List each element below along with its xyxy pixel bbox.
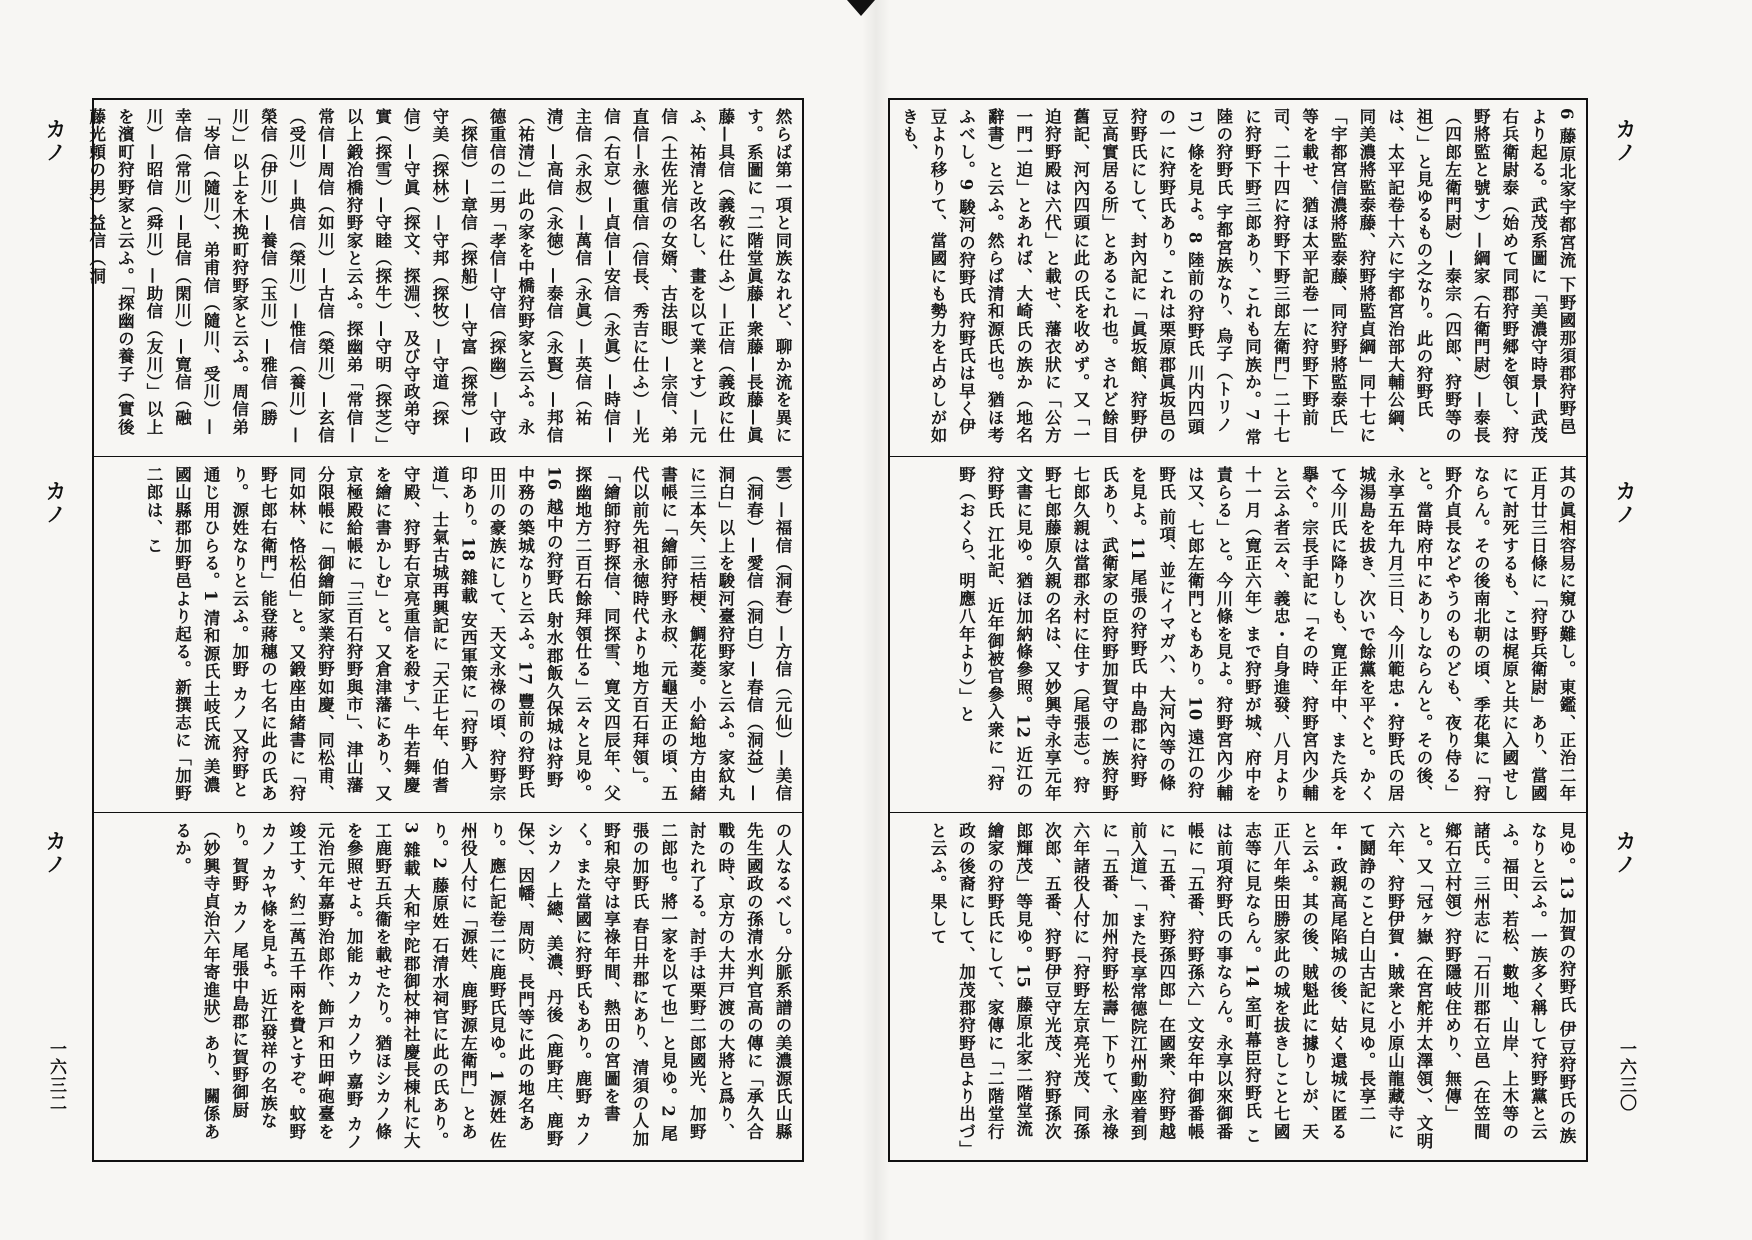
- right-middle-text: 其の眞相容易に窺ひ難し。東鑑、正治二年正月廿三日條に「狩野兵衛尉」あり、當國にて討死するも、こは梶原と共に入國せしならん。その後南北朝の頃、季花集に「狩野介貞長などやうのものども、夜り侍る」と。當時府中にありしならんと。その後、永享五年九月三日、今川範忠・狩野氏の居城湯島を拔き、次いで餘黨を平ぐと。かくて今川氏に降りしも、寛正年中、また兵を擧ぐ。宗長手記に「その時、狩野宮內少輔と云ふ者云々、義忠・自身進發、八月より十一月（寛正六年）まで狩野が城、府中を責らる」と。今川條を見よ。狩野宮內少輔は又、七郎左衛門ともあり。10 遠江の狩野氏 前項、並にイマガハ、大河內等の條を見よ。11 尾張の狩野氏 中島郡に狩野氏あり、武衛家の臣狩野加賀守の一族狩野七郎久親は當郡永村に住す（尾張志）。狩野七郎藤原久親の名は、又妙興寺永享元年文書に見ゆ。猶ほ加納條參照。12 近江の狩野氏 江北記、近年御被官參入衆に「狩野（おくら、明應八年より）」と: [956, 466, 1576, 803]
- page-number: 一六三二: [46, 1040, 66, 1112]
- running-head-top: カノ: [1613, 118, 1637, 164]
- right-lower-tier: [890, 814, 1586, 1160]
- running-head-bottom: カノ: [1613, 830, 1637, 876]
- right-upper-text: 6 藤原北家宇都宮流 下野國那須郡狩野邑より起る。武茂系圖に「美濃守時景—武茂右兵衛尉泰（始めて同郡狩野郷を領し、狩野將監と號す）—綱家（右衛門尉）—泰長（四郎左衛門尉）—泰宗（四郎、狩野等の祖）」と見ゆるもの之なり。此の狩野氏は、太平記卷十六に宇都宮治部大輔公綱、同美濃將監泰藤、狩野將監貞綱」同十七に「宇都宮信濃將監泰藤、同狩野將監泰氏」等を載せ、猶ほ太平記卷一に狩野下野前司、二十四に狩野下野三郎左衛門」二十七に狩野下野三郎あり、これも同族か。7 常陸の狩野氏 宇都宮族なり、烏子（トリノコ）條を見よ。8 陸前の狩野氏 川内四頭の一に狩野氏あり。これは栗原郡眞坂邑の狩野氏にして、封內記に「眞坂館、狩野伊豆高實居る所」とあるこれ也。されど餘目舊記、河內四頭に此の氏を收めず。又「一迫狩野殿は六代」と載せ、藩衣狀に「公方一門一迫」とあれば、大崎氏の族か（地名辭書）と云ふ。然らば清和源氏也。猶ほ考ふべし。9 駿河の狩野氏 狩野氏は早く伊豆より移りて、當國にも勢力を占めしが如きも、: [899, 108, 1576, 447]
- right-middle-tier: [890, 458, 1586, 813]
- running-head-middle: カノ: [43, 480, 67, 526]
- running-head-middle: カノ: [1613, 480, 1637, 526]
- running-head-top: カノ: [43, 118, 67, 164]
- left-page-frame: [86, 98, 804, 1162]
- right-upper-tier: [890, 100, 1586, 457]
- left-lower-text: の人なるべし。分脈系譜の美濃源氏山縣先生國政の孫清水判官高の傳に「承久合戰の時、京方の大井戸渡の大將と爲り、討たれ了る。討手は栗野二郎國光、加野二郎也。將一家を以て也」と見ゆ。2 尾張の加野氏 春日井郡にあり、清須の人加野和泉守は享祿年間、熱田の宮圖を書く。また當國に狩野氏もあり。鹿野 カノ シカノ 上總、美濃、丹後（鹿野庄、鹿野保）、因幡、周防、長門等に此の地名あり。應仁記卷二に鹿野氏見ゆ。1 源姓 佐州役人付に「源姓、鹿野源左衛門」とあり。2 藤原姓 石清水祠官に此の氏あり。3 雜載 大和宇陀郡御杖神社慶長棟札に大工鹿野五兵衞を載せたり。猶ほシカノ條を參照せよ。加能 カノ カノウ 嘉野 カノ 元治元年嘉野治郎作、飾戸和田岬砲臺を竣工す、約二萬五千兩を費とすぞ。蚊野 カノ カヤ條を見よ。近江發祥の名族なり。賀野 カノ 尾張中島郡に賀野御厨（妙興寺貞治六年寄進狀）あり、關係あるか。: [172, 822, 792, 1151]
- left-upper-text: 然らば第一項と同族なれど、聊か流を異にす。系圖に「二階堂眞藤—衆藤—長藤—眞藤—具信（義敎に仕ふ）—正信（義政に仕ふ、祐清と改名し、畫を以て業とす）—元信（土佐光信の女婿、古法眼）—宗信、弟直信—永德重信（信長、秀吉に仕ふ）—光信（右京）—貞信—安信（永眞）—時信—主信（永叔）—萬信（永眞）—英信（祐清）—高信（永徳）—泰信（永賢）—邦信（祐清）」此の家を中橋狩野家と云ふ。永德重信の二男「孝信—守信（探幽）—守政（探信）—章信（探船）—守富（探常）—守美（探林）—守邦（探牧）—守道（探信）—守眞（探文、探淵）、及び守政弟守實（探雪）—守睦（探牛）—守明（探芝）」以上鍛冶橋狩野家と云ふ。探幽弟「常信—常信—周信（如川）—古信（榮川）—玄信（受川）—典信（榮川）—惟信（養川）—榮信（伊川）—養信（玉川）—雅信（勝川）」以上を木挽町狩野家と云ふ。周信弟「岑信（隨川）、弟甫信（隨川、受川）—幸信（常川）—昆信（閑川）—寛信（融川）—昭信（舜川）—助信（友川）」以上を濱町狩野家と云ふ。「探幽の養子（實後藤光頼の男）益信（洞: [86, 108, 792, 446]
- right-lower-text: 見ゆ。13 加賀の狩野氏 伊豆狩野氏の族なりと云ふ。一族多く稱して狩野黨と云ふ。福田、若松、數地、山岸、上木等の諸氏。三州志に「石川郡石立邑（在笠間鄉石立村領）狩野隱岐住めり、無傳」と。又「冠ヶ嶽（在宮舵并太澤領）、文明六年、狩野伊賀・賊衆と小原山龍藏寺にて鬪諍のこと白山古記に見ゆ。長享二年・政親高尾陷城の後、姑く還城に匿ると云ふ。其の後、賊魁此に據りしが、天正八年柴田勝家此の城を拔きしこと七國志等に見ならん。14 室町幕臣狩野氏 こは前項狩野氏の事ならん。永享以來御番帳に「五番、狩野孫六」文安年中御番帳に「五番、狩野孫四郎」在國衆、狩野越前入道」、「また長享常德院江州動座着到に「五番、加州狩野松壽」下りて、永祿六年諸役人付に「狩野左京亮光茂、同孫次郎、五番、狩野伊豆守光茂、狩野孫次郎輝茂」等見ゆ。15 藤原北家二階堂流 繪家の狩野氏にして、家傳に「二階堂行政の後裔にして、加茂郡狩野邑より出づ」と云ふ。果して: [927, 822, 1576, 1151]
- page-number: 一六三〇: [1616, 1040, 1636, 1112]
- right-page-frame: [888, 98, 1588, 1162]
- left-middle-text: 雲）—福信（洞春）—方信（元仙）—美信（洞春）—愛信（洞白）—春信（洞益）—洞白」以上を駿河臺狩野家と云ふ。家紋丸に三本矢、三桔梗、鯛花菱。小給地方由緒書帳に「繪師狩野永叔、元龜天正の頃、五代以前先祖永徳時代より地方百石拜領」。「繪師狩野探信、同探雪、寛文四辰年、父探幽地方二百石餘拜領仕る」云々と見ゆ。16 越中の狩野氏 射水郡飯久保城は狩野中務の築城なりと云ふ。17 豐前の狩野氏 田川の豪族にして、天文永祿の頃、狩野宗印あり。18 雜載 安西軍策に「狩野入道」、士氣古城再興記に「天正七年、伯耆守殿、狩野右京亮重信を殺す」、牛若舞慶を繪に書かしむ」と。又倉津藩にあり、又京極殿給帳に「三百石狩野與市」、津山藩分限帳に「御繪師家業狩野如慶、同松甫、同如林、恪松伯」と。又鍛座由緒書に「狩野七郎右衛門」能登蔣穗の七名に此の氏あり。源姓なりと云ふ。加野 カノ 又狩野と通じ用ひらる。1 清和源氏土岐氏流 美濃國山縣郡加野邑より起る。新撰志に「加野二郎は、こ: [143, 466, 792, 803]
- left-lower-tier: [94, 814, 802, 1160]
- left-upper-tier: [86, 100, 802, 457]
- running-head-bottom: カノ: [43, 830, 67, 876]
- right-page: [876, 0, 1752, 1240]
- left-middle-tier: [94, 458, 802, 813]
